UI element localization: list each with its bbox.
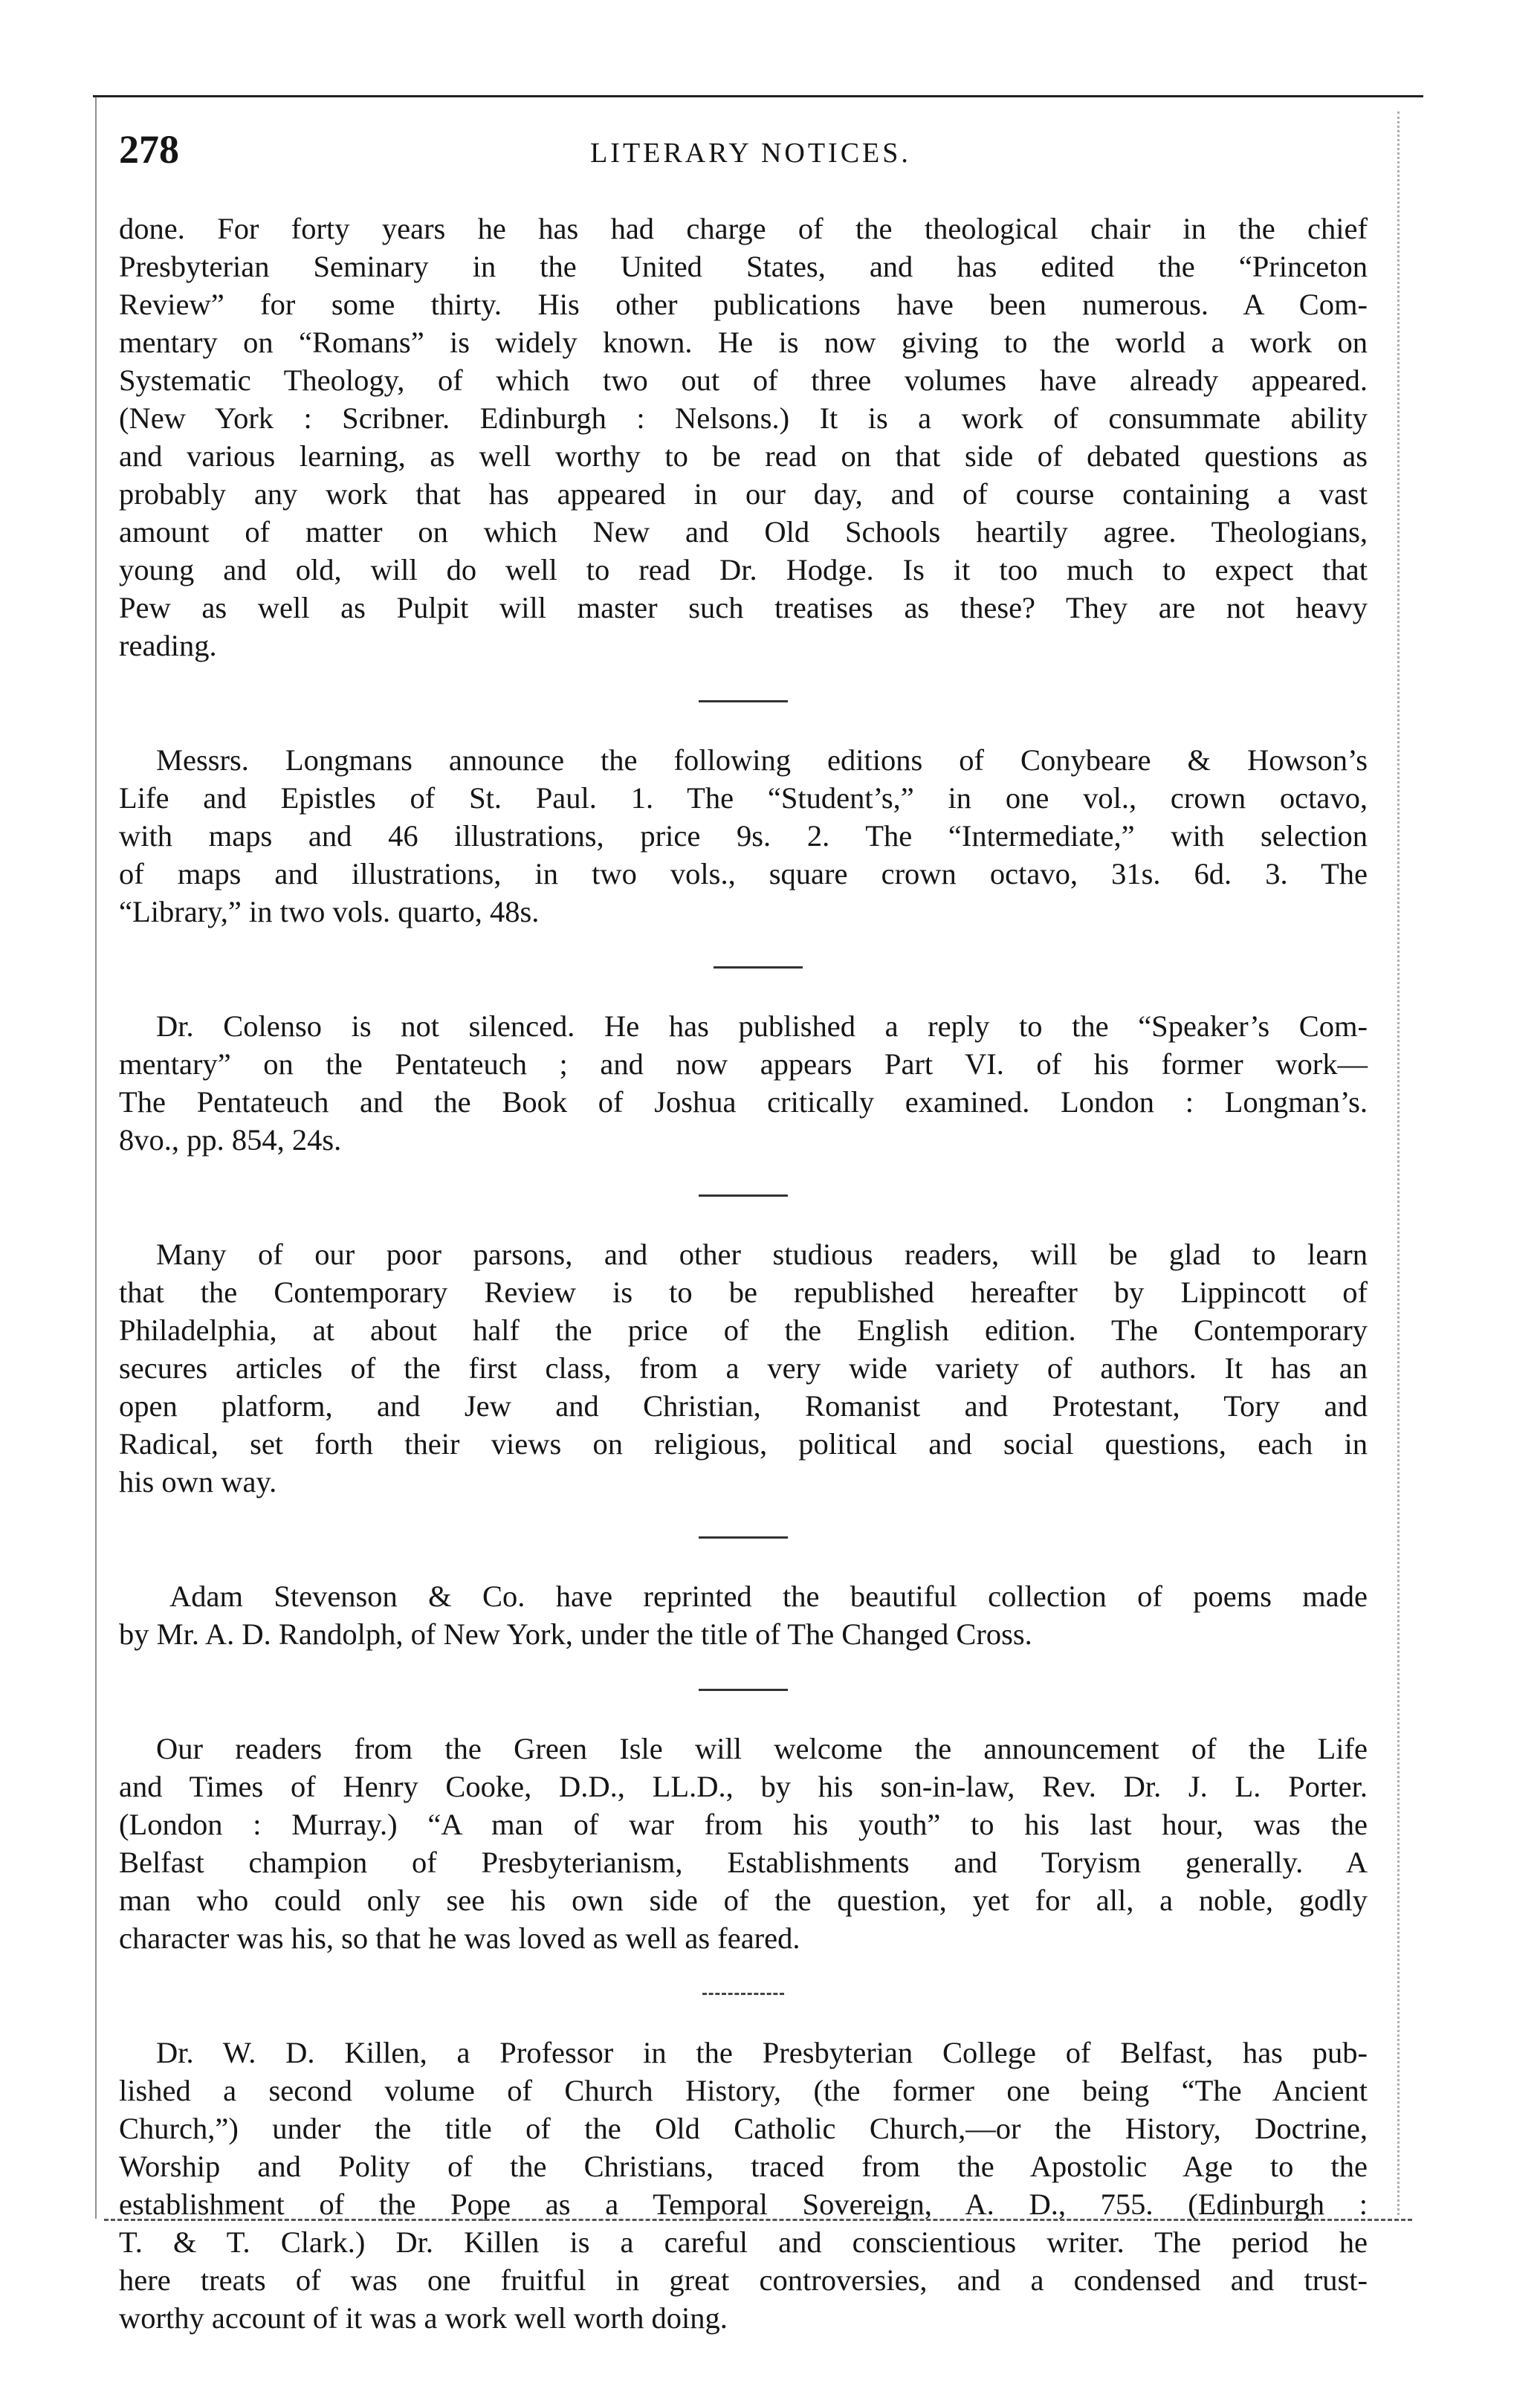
section-separator [699, 1536, 788, 1539]
notice-contemporary-review [119, 1235, 1368, 1501]
section-separator [702, 1993, 784, 1995]
text-line: mentary” on the Pentateuch ; and now appears Part VI. of his former work— [119, 1047, 1368, 1081]
text-line: (New York : Scribner. Edinburgh : Nelsons.) It is a work of consummate ability [119, 401, 1368, 435]
text-line: secures articles of the first class, from a very wide variety of authors. It has an [119, 1351, 1368, 1385]
section-separator [699, 1194, 788, 1197]
text-line: here treats of was one fruitful in great controversies, and a condensed and trust- [119, 2263, 1368, 2297]
text-line: reading. [119, 629, 217, 662]
left-margin-rule [95, 97, 97, 2219]
text-line: Review” for some thirty. His other publications have been numerous. A Com- [119, 288, 1368, 321]
notice-colenso [119, 1007, 1368, 1159]
text-line: his own way. [119, 1465, 277, 1498]
text-line: character was his, so that he was loved as well as feared. [119, 1921, 800, 1955]
text-line: establishment of the Pope as a Temporal Sovereign, A. D., 755. (Edinburgh : [119, 2188, 1368, 2221]
text-line: amount of matter on which New and Old Schools heartily agree. Theologians, [119, 515, 1368, 549]
text-line: and Times of Henry Cooke, D.D., LL.D., by his son-in-law, Rev. Dr. J. L. Porter. [119, 1770, 1368, 1803]
text-line: with maps and 46 illustrations, price 9s. 2. The “Intermediate,” with selection [119, 819, 1368, 853]
text-line: T. & T. Clark.) Dr. Killen is a careful and conscientious writer. The period he [119, 2225, 1368, 2259]
text-line: Messrs. Longmans announce the following editions of Conybeare & Howson’s [156, 743, 1368, 777]
text-line: Dr. Colenso is not silenced. He has published a reply to the “Speaker’s Com- [156, 1009, 1368, 1043]
text-line: Dr. W. D. Killen, a Professor in the Presbyterian College of Belfast, has pub- [156, 2036, 1368, 2069]
text-line: young and old, will do well to read Dr. Hodge. Is it too much to expect that [119, 553, 1368, 586]
text-line: Pew as well as Pulpit will master such treatises as these? They are not heavy [119, 591, 1368, 624]
text-line: Worship and Polity of the Christians, traced from the Apostolic Age to the [119, 2150, 1368, 2183]
text-line: worthy account of it was a work well worth doing. [119, 2301, 728, 2335]
text-line: that the Contemporary Review is to be republished hereafter by Lippincott of [119, 1275, 1368, 1309]
notices-column [119, 210, 1368, 2337]
notice-stevenson [119, 1577, 1368, 1653]
text-line: Radical, set forth their views on religious, political and social questions, each in [119, 1427, 1368, 1461]
page-number: 278 [119, 127, 179, 172]
section-separator [714, 966, 803, 969]
text-line: mentary on “Romans” is widely known. He is now giving to the world a work on [119, 326, 1368, 359]
text-line: Philadelphia, at about half the price of the English edition. The Contemporary [119, 1313, 1368, 1347]
section-separator [699, 700, 788, 702]
text-line: and various learning, as well worthy to be read on that side of debated questions as [119, 439, 1368, 473]
footer-rule [104, 2219, 1412, 2221]
text-line: lished a second volume of Church History, (the former one being “The Ancient [119, 2074, 1368, 2107]
notice-hodge [119, 210, 1368, 665]
text-line: probably any work that has appeared in our day, and of course containing a vast [119, 477, 1368, 511]
text-line: The Pentateuch and the Book of Joshua critically examined. London : Longman’s. [119, 1085, 1368, 1119]
text-line: 8vo., pp. 854, 24s. [119, 1123, 342, 1157]
text-line: by Mr. A. D. Randolph, of New York, under the title of The Changed Cross. [119, 1617, 1032, 1651]
text-line: Presbyterian Seminary in the United States, and has edited the “Princeton [119, 250, 1368, 283]
text-line: man who could only see his own side of the question, yet for all, a noble, godly [119, 1884, 1368, 1917]
right-margin-edge [1397, 111, 1400, 2215]
section-separator [699, 1689, 788, 1691]
text-line: of maps and illustrations, in two vols., square crown octavo, 31s. 6d. 3. The [119, 857, 1368, 890]
text-line: Our readers from the Green Isle will welcome the announcement of the Life [156, 1732, 1368, 1765]
text-line: (London : Murray.) “A man of war from his youth” to his last hour, was the [119, 1808, 1368, 1841]
header-rule [93, 95, 1423, 97]
text-line: Life and Epistles of St. Paul. 1. The “Student’s,” in one vol., crown octavo, [119, 781, 1368, 815]
running-title: LITERARY NOTICES. [590, 138, 911, 169]
text-line: Belfast champion of Presbyterianism, Establishments and Toryism generally. A [119, 1846, 1368, 1879]
text-line: Many of our poor parsons, and other studious readers, will be glad to learn [156, 1238, 1368, 1271]
notice-killen [119, 2034, 1368, 2337]
notice-cooke [119, 1730, 1368, 1957]
text-line: Church,”) under the title of the Old Catholic Church,—or the History, Doctrine, [119, 2112, 1368, 2145]
text-line: done. For forty years he has had charge of the theological chair in the chief [119, 212, 1368, 245]
page-header [119, 126, 1382, 178]
text-line: open platform, and Jew and Christian, Romanist and Protestant, Tory and [119, 1389, 1368, 1423]
text-line: “Library,” in two vols. quarto, 48s. [119, 895, 540, 928]
text-line: Adam Stevenson & Co. have reprinted the beautiful collection of poems made [169, 1579, 1368, 1613]
notice-longmans [119, 741, 1368, 931]
text-line: Systematic Theology, of which two out of three volumes have already appeared. [119, 363, 1368, 397]
